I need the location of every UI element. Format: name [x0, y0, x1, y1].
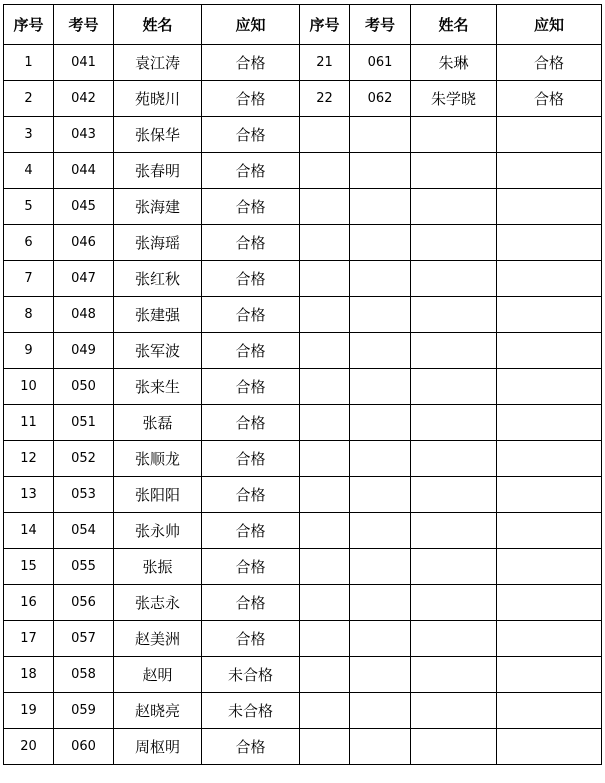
- result-cell: [497, 621, 602, 657]
- result-cell: 合格: [202, 729, 300, 765]
- result-cell: 合格: [202, 45, 300, 81]
- result-cell: 合格: [202, 549, 300, 585]
- header-name-right: 姓名: [411, 5, 497, 45]
- result-cell: [497, 657, 602, 693]
- exam-no-cell: [350, 405, 411, 441]
- exam-no-cell: [350, 333, 411, 369]
- name-cell: 张阳阳: [114, 477, 202, 513]
- seq-cell: [300, 729, 350, 765]
- exam-no-cell: 045: [54, 189, 114, 225]
- name-cell: [411, 477, 497, 513]
- name-cell: [411, 261, 497, 297]
- name-cell: [411, 441, 497, 477]
- seq-cell: [300, 297, 350, 333]
- exam-no-cell: 050: [54, 369, 114, 405]
- exam-no-cell: 061: [350, 45, 411, 81]
- exam-no-cell: 055: [54, 549, 114, 585]
- result-cell: [497, 369, 602, 405]
- table-row: [4, 657, 602, 693]
- name-cell: 张海瑶: [114, 225, 202, 261]
- result-cell: 合格: [202, 441, 300, 477]
- name-cell: 张春明: [114, 153, 202, 189]
- result-cell: 合格: [202, 333, 300, 369]
- name-cell: 张保华: [114, 117, 202, 153]
- result-cell: 合格: [497, 81, 602, 117]
- exam-no-cell: [350, 477, 411, 513]
- seq-cell: 13: [4, 477, 54, 513]
- seq-cell: [300, 657, 350, 693]
- name-cell: 赵晓亮: [114, 693, 202, 729]
- exam-no-cell: [350, 729, 411, 765]
- seq-cell: [300, 369, 350, 405]
- name-cell: [411, 585, 497, 621]
- name-cell: [411, 657, 497, 693]
- exam-no-cell: [350, 657, 411, 693]
- name-cell: 张永帅: [114, 513, 202, 549]
- table-row: [4, 621, 602, 657]
- table-row: [4, 45, 602, 81]
- header-result-left: 应知: [202, 5, 300, 45]
- name-cell: 张顺龙: [114, 441, 202, 477]
- exam-no-cell: [350, 693, 411, 729]
- exam-no-cell: 058: [54, 657, 114, 693]
- table-row: [4, 585, 602, 621]
- exam-no-cell: 048: [54, 297, 114, 333]
- result-cell: [497, 549, 602, 585]
- result-cell: 未合格: [202, 657, 300, 693]
- result-cell: [497, 585, 602, 621]
- table-row: [4, 369, 602, 405]
- name-cell: 朱琳: [411, 45, 497, 81]
- seq-cell: 18: [4, 657, 54, 693]
- header-seq-left: 序号: [4, 5, 54, 45]
- result-cell: [497, 297, 602, 333]
- seq-cell: 12: [4, 441, 54, 477]
- name-cell: 张建强: [114, 297, 202, 333]
- exam-no-cell: 056: [54, 585, 114, 621]
- name-cell: [411, 225, 497, 261]
- name-cell: 赵美洲: [114, 621, 202, 657]
- seq-cell: [300, 477, 350, 513]
- seq-cell: 4: [4, 153, 54, 189]
- result-cell: [497, 189, 602, 225]
- seq-cell: 5: [4, 189, 54, 225]
- header-exam-no-left: 考号: [54, 5, 114, 45]
- result-cell: 合格: [497, 45, 602, 81]
- result-cell: 合格: [202, 117, 300, 153]
- name-cell: [411, 513, 497, 549]
- table-row: [4, 153, 602, 189]
- name-cell: 袁江涛: [114, 45, 202, 81]
- seq-cell: 6: [4, 225, 54, 261]
- result-cell: 合格: [202, 297, 300, 333]
- exam-no-cell: [350, 261, 411, 297]
- seq-cell: [300, 621, 350, 657]
- seq-cell: 15: [4, 549, 54, 585]
- table-row: [4, 549, 602, 585]
- seq-cell: [300, 189, 350, 225]
- seq-cell: [300, 225, 350, 261]
- exam-no-cell: 053: [54, 477, 114, 513]
- result-cell: [497, 117, 602, 153]
- seq-cell: 11: [4, 405, 54, 441]
- result-cell: 合格: [202, 585, 300, 621]
- result-cell: [497, 441, 602, 477]
- seq-cell: 20: [4, 729, 54, 765]
- name-cell: 张振: [114, 549, 202, 585]
- result-cell: [497, 513, 602, 549]
- results-table: [3, 4, 602, 765]
- table-row: [4, 333, 602, 369]
- name-cell: 张军波: [114, 333, 202, 369]
- exam-no-cell: [350, 513, 411, 549]
- name-cell: [411, 405, 497, 441]
- result-cell: 合格: [202, 477, 300, 513]
- name-cell: [411, 189, 497, 225]
- table-row: [4, 693, 602, 729]
- seq-cell: [300, 585, 350, 621]
- result-cell: [497, 729, 602, 765]
- exam-no-cell: 049: [54, 333, 114, 369]
- table-row: [4, 297, 602, 333]
- table-row: [4, 513, 602, 549]
- exam-no-cell: 041: [54, 45, 114, 81]
- table-row: [4, 405, 602, 441]
- seq-cell: [300, 405, 350, 441]
- result-cell: [497, 477, 602, 513]
- result-cell: 合格: [202, 621, 300, 657]
- result-cell: 合格: [202, 189, 300, 225]
- name-cell: 朱学晓: [411, 81, 497, 117]
- seq-cell: 8: [4, 297, 54, 333]
- result-cell: 合格: [202, 225, 300, 261]
- result-cell: 合格: [202, 153, 300, 189]
- seq-cell: 21: [300, 45, 350, 81]
- seq-cell: 1: [4, 45, 54, 81]
- table-row: [4, 189, 602, 225]
- table-row: [4, 477, 602, 513]
- table-row: [4, 261, 602, 297]
- result-cell: 未合格: [202, 693, 300, 729]
- exam-no-cell: [350, 621, 411, 657]
- table-row: [4, 81, 602, 117]
- result-cell: [497, 693, 602, 729]
- exam-no-cell: 044: [54, 153, 114, 189]
- exam-no-cell: 042: [54, 81, 114, 117]
- name-cell: 张来生: [114, 369, 202, 405]
- result-cell: 合格: [202, 513, 300, 549]
- name-cell: [411, 693, 497, 729]
- name-cell: [411, 621, 497, 657]
- header-row: [4, 5, 602, 45]
- name-cell: 周枢明: [114, 729, 202, 765]
- exam-no-cell: 062: [350, 81, 411, 117]
- results-sheet: [3, 4, 602, 765]
- name-cell: 张志永: [114, 585, 202, 621]
- seq-cell: [300, 549, 350, 585]
- name-cell: [411, 729, 497, 765]
- exam-no-cell: 047: [54, 261, 114, 297]
- seq-cell: [300, 261, 350, 297]
- seq-cell: [300, 513, 350, 549]
- exam-no-cell: [350, 585, 411, 621]
- table-row: [4, 225, 602, 261]
- name-cell: 张红秋: [114, 261, 202, 297]
- result-cell: 合格: [202, 81, 300, 117]
- seq-cell: 7: [4, 261, 54, 297]
- result-cell: [497, 405, 602, 441]
- result-cell: 合格: [202, 369, 300, 405]
- name-cell: [411, 297, 497, 333]
- seq-cell: [300, 693, 350, 729]
- result-cell: 合格: [202, 405, 300, 441]
- exam-no-cell: 060: [54, 729, 114, 765]
- header-seq-right: 序号: [300, 5, 350, 45]
- exam-no-cell: [350, 117, 411, 153]
- name-cell: 张海建: [114, 189, 202, 225]
- seq-cell: 10: [4, 369, 54, 405]
- exam-no-cell: [350, 441, 411, 477]
- table-row: [4, 729, 602, 765]
- seq-cell: 9: [4, 333, 54, 369]
- result-cell: [497, 261, 602, 297]
- seq-cell: 14: [4, 513, 54, 549]
- header-exam-no-right: 考号: [350, 5, 411, 45]
- header-result-right: 应知: [497, 5, 602, 45]
- exam-no-cell: [350, 153, 411, 189]
- name-cell: [411, 369, 497, 405]
- exam-no-cell: [350, 189, 411, 225]
- name-cell: 张磊: [114, 405, 202, 441]
- seq-cell: [300, 117, 350, 153]
- result-cell: 合格: [202, 261, 300, 297]
- seq-cell: 22: [300, 81, 350, 117]
- seq-cell: 19: [4, 693, 54, 729]
- exam-no-cell: 059: [54, 693, 114, 729]
- table-row: [4, 441, 602, 477]
- seq-cell: [300, 441, 350, 477]
- name-cell: 赵明: [114, 657, 202, 693]
- exam-no-cell: [350, 369, 411, 405]
- result-cell: [497, 333, 602, 369]
- exam-no-cell: [350, 549, 411, 585]
- exam-no-cell: [350, 225, 411, 261]
- name-cell: [411, 333, 497, 369]
- seq-cell: [300, 153, 350, 189]
- header-name-left: 姓名: [114, 5, 202, 45]
- name-cell: [411, 549, 497, 585]
- name-cell: [411, 117, 497, 153]
- result-cell: [497, 225, 602, 261]
- seq-cell: 2: [4, 81, 54, 117]
- name-cell: [411, 153, 497, 189]
- exam-no-cell: 046: [54, 225, 114, 261]
- seq-cell: [300, 333, 350, 369]
- exam-no-cell: 051: [54, 405, 114, 441]
- seq-cell: 17: [4, 621, 54, 657]
- seq-cell: 3: [4, 117, 54, 153]
- result-cell: [497, 153, 602, 189]
- exam-no-cell: 052: [54, 441, 114, 477]
- exam-no-cell: 054: [54, 513, 114, 549]
- seq-cell: 16: [4, 585, 54, 621]
- exam-no-cell: 043: [54, 117, 114, 153]
- exam-no-cell: 057: [54, 621, 114, 657]
- table-row: [4, 117, 602, 153]
- name-cell: 苑晓川: [114, 81, 202, 117]
- exam-no-cell: [350, 297, 411, 333]
